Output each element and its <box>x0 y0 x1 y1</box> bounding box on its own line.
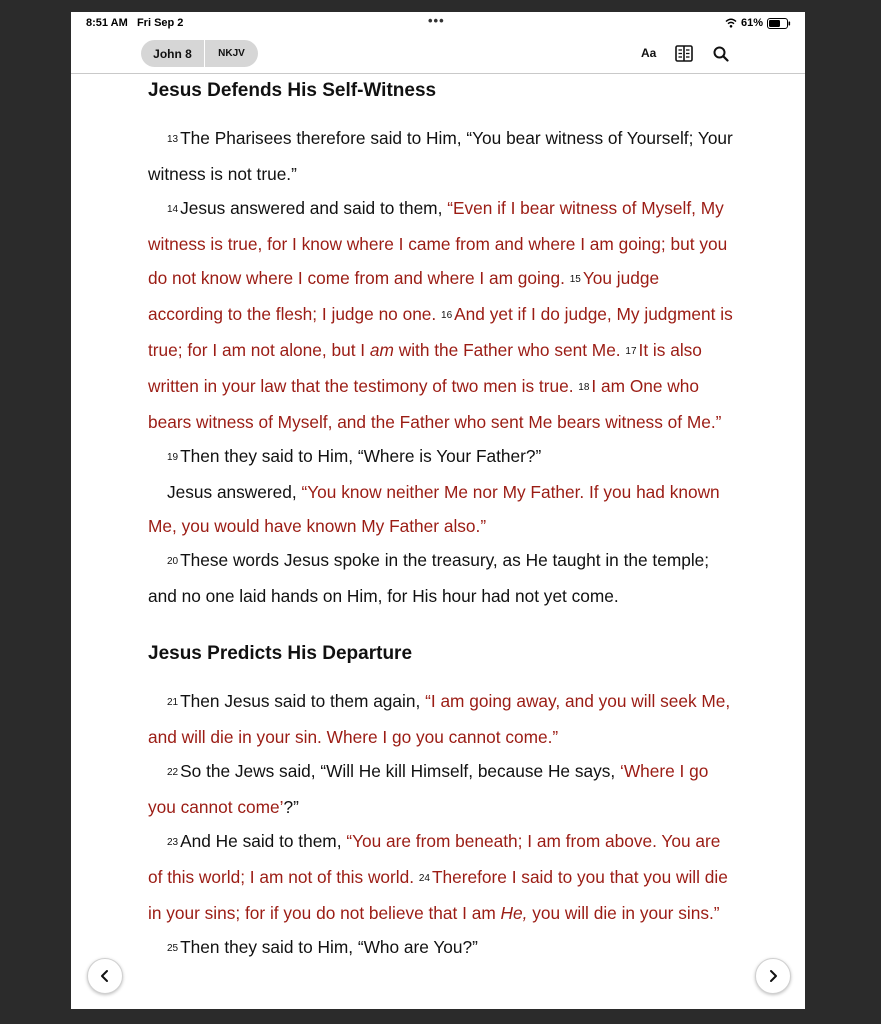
verse-number: 16 <box>441 310 453 321</box>
paragraph <box>148 475 738 543</box>
words-of-christ: you will die in your sins.” <box>527 903 720 923</box>
verse-number: 21 <box>167 697 179 708</box>
words-of-christ: “I am going away, and you will seek Me, and will die in your sin. Where I go you cannot come.” <box>148 691 731 747</box>
search-icon[interactable] <box>713 46 729 62</box>
words-of-christ-italic: He, <box>500 903 528 923</box>
verse-number: 23 <box>167 837 179 848</box>
battery-icon <box>767 18 791 29</box>
version-button[interactable]: NKJV <box>218 48 245 59</box>
verse-text: Then Jesus said to them again, <box>180 691 426 711</box>
reader-toolbar <box>71 38 805 70</box>
words-of-christ: It is also written in your law that the testimony of two men is true. <box>148 340 702 396</box>
words-of-christ: “Even if I bear witness of Myself, My witness is true, for I know where I came from and where I am going; but you do not know where I come from and where I am going. <box>148 198 728 288</box>
words-of-christ: with the Father who sent Me. <box>393 340 626 360</box>
words-of-christ: “You know neither Me nor My Father. If you had known Me, you would have known My Father also.” <box>148 482 720 536</box>
verse-number: 25 <box>167 943 179 954</box>
words-of-christ: You judge according to the flesh; I judge no one. <box>148 268 660 324</box>
verse-number: 22 <box>167 767 179 778</box>
section-paragraphs <box>148 121 738 613</box>
verse-text: Then they said to Him, “Who are You?” <box>180 937 478 957</box>
section-2 <box>148 639 738 966</box>
wifi-icon <box>725 18 737 28</box>
reference-selector <box>141 40 258 67</box>
parallel-bible-icon[interactable] <box>675 45 693 62</box>
verse-text: These words Jesus spoke in the treasury, as He taught in the temple; and no one laid hands on Him, for His hour had not yet come. <box>148 550 710 606</box>
verse-text: ?” <box>283 797 299 817</box>
verse-number: 18 <box>578 382 590 393</box>
reader-screen <box>71 12 805 1009</box>
words-of-christ: “You are from beneath; I am from above. You are of this world; I am not of this world. <box>148 831 721 887</box>
words-of-christ: Therefore I said to you that you will die in your sins; for if you do not believe that I am <box>148 867 728 923</box>
toolbar-divider <box>71 73 805 74</box>
previous-chapter-button[interactable] <box>87 958 123 994</box>
status-indicators <box>725 17 791 29</box>
scripture-text <box>148 76 738 966</box>
verse-text: Jesus answered and said to them, <box>180 198 448 218</box>
chevron-left-icon <box>99 969 111 983</box>
paragraph <box>148 684 738 754</box>
verse-text: So the Jews said, “Will He kill Himself, because He says, <box>180 761 620 781</box>
words-of-christ: ‘Where I go you cannot come’ <box>148 761 709 817</box>
verse-number: 13 <box>167 134 179 145</box>
multitasking-dots[interactable]: ••• <box>428 13 445 28</box>
status-date: Fri Sep 2 <box>136 17 184 29</box>
words-of-christ: And yet if I do judge, My judgment is true; for I am not alone, but I <box>148 304 733 360</box>
book-chapter-button[interactable]: John 8 <box>153 46 192 61</box>
verse-number: 14 <box>167 204 179 215</box>
paragraph <box>148 121 738 191</box>
status-time <box>86 17 183 29</box>
verse-number: 24 <box>418 873 430 884</box>
verse-number: 20 <box>167 556 179 567</box>
verse-number: 15 <box>569 274 581 285</box>
status-bar <box>71 12 805 34</box>
verse-text: Jesus answered, <box>167 482 302 502</box>
verse-text: Then they said to Him, “Where is Your Father?” <box>180 446 542 466</box>
chevron-right-icon <box>767 969 779 983</box>
words-of-christ: I am One who bears witness of Myself, and the Father who sent Me bears witness of Me.” <box>148 376 722 432</box>
paragraph <box>148 543 738 613</box>
paragraph <box>148 191 738 439</box>
paragraph <box>148 930 738 966</box>
paragraph <box>148 824 738 930</box>
words-of-christ-italic: am <box>369 340 394 360</box>
verse-text: The Pharisees therefore said to Him, “You bear witness of Yourself; Your witness is not true.” <box>148 128 733 184</box>
next-chapter-button[interactable] <box>755 958 791 994</box>
section-heading: Jesus Defends His Self-Witness <box>148 80 437 101</box>
verse-number: 17 <box>625 346 637 357</box>
section-paragraphs <box>148 684 738 966</box>
verse-number: 19 <box>167 452 179 463</box>
section-1 <box>148 76 738 613</box>
font-settings-button[interactable]: Aa <box>641 46 657 60</box>
paragraph <box>148 754 738 824</box>
clock-time: 8:51 AM <box>86 17 128 29</box>
paragraph <box>148 439 738 475</box>
section-heading: Jesus Predicts His Departure <box>148 643 413 664</box>
battery-percent: 61% <box>740 17 763 29</box>
verse-text: And He said to them, <box>180 831 347 851</box>
